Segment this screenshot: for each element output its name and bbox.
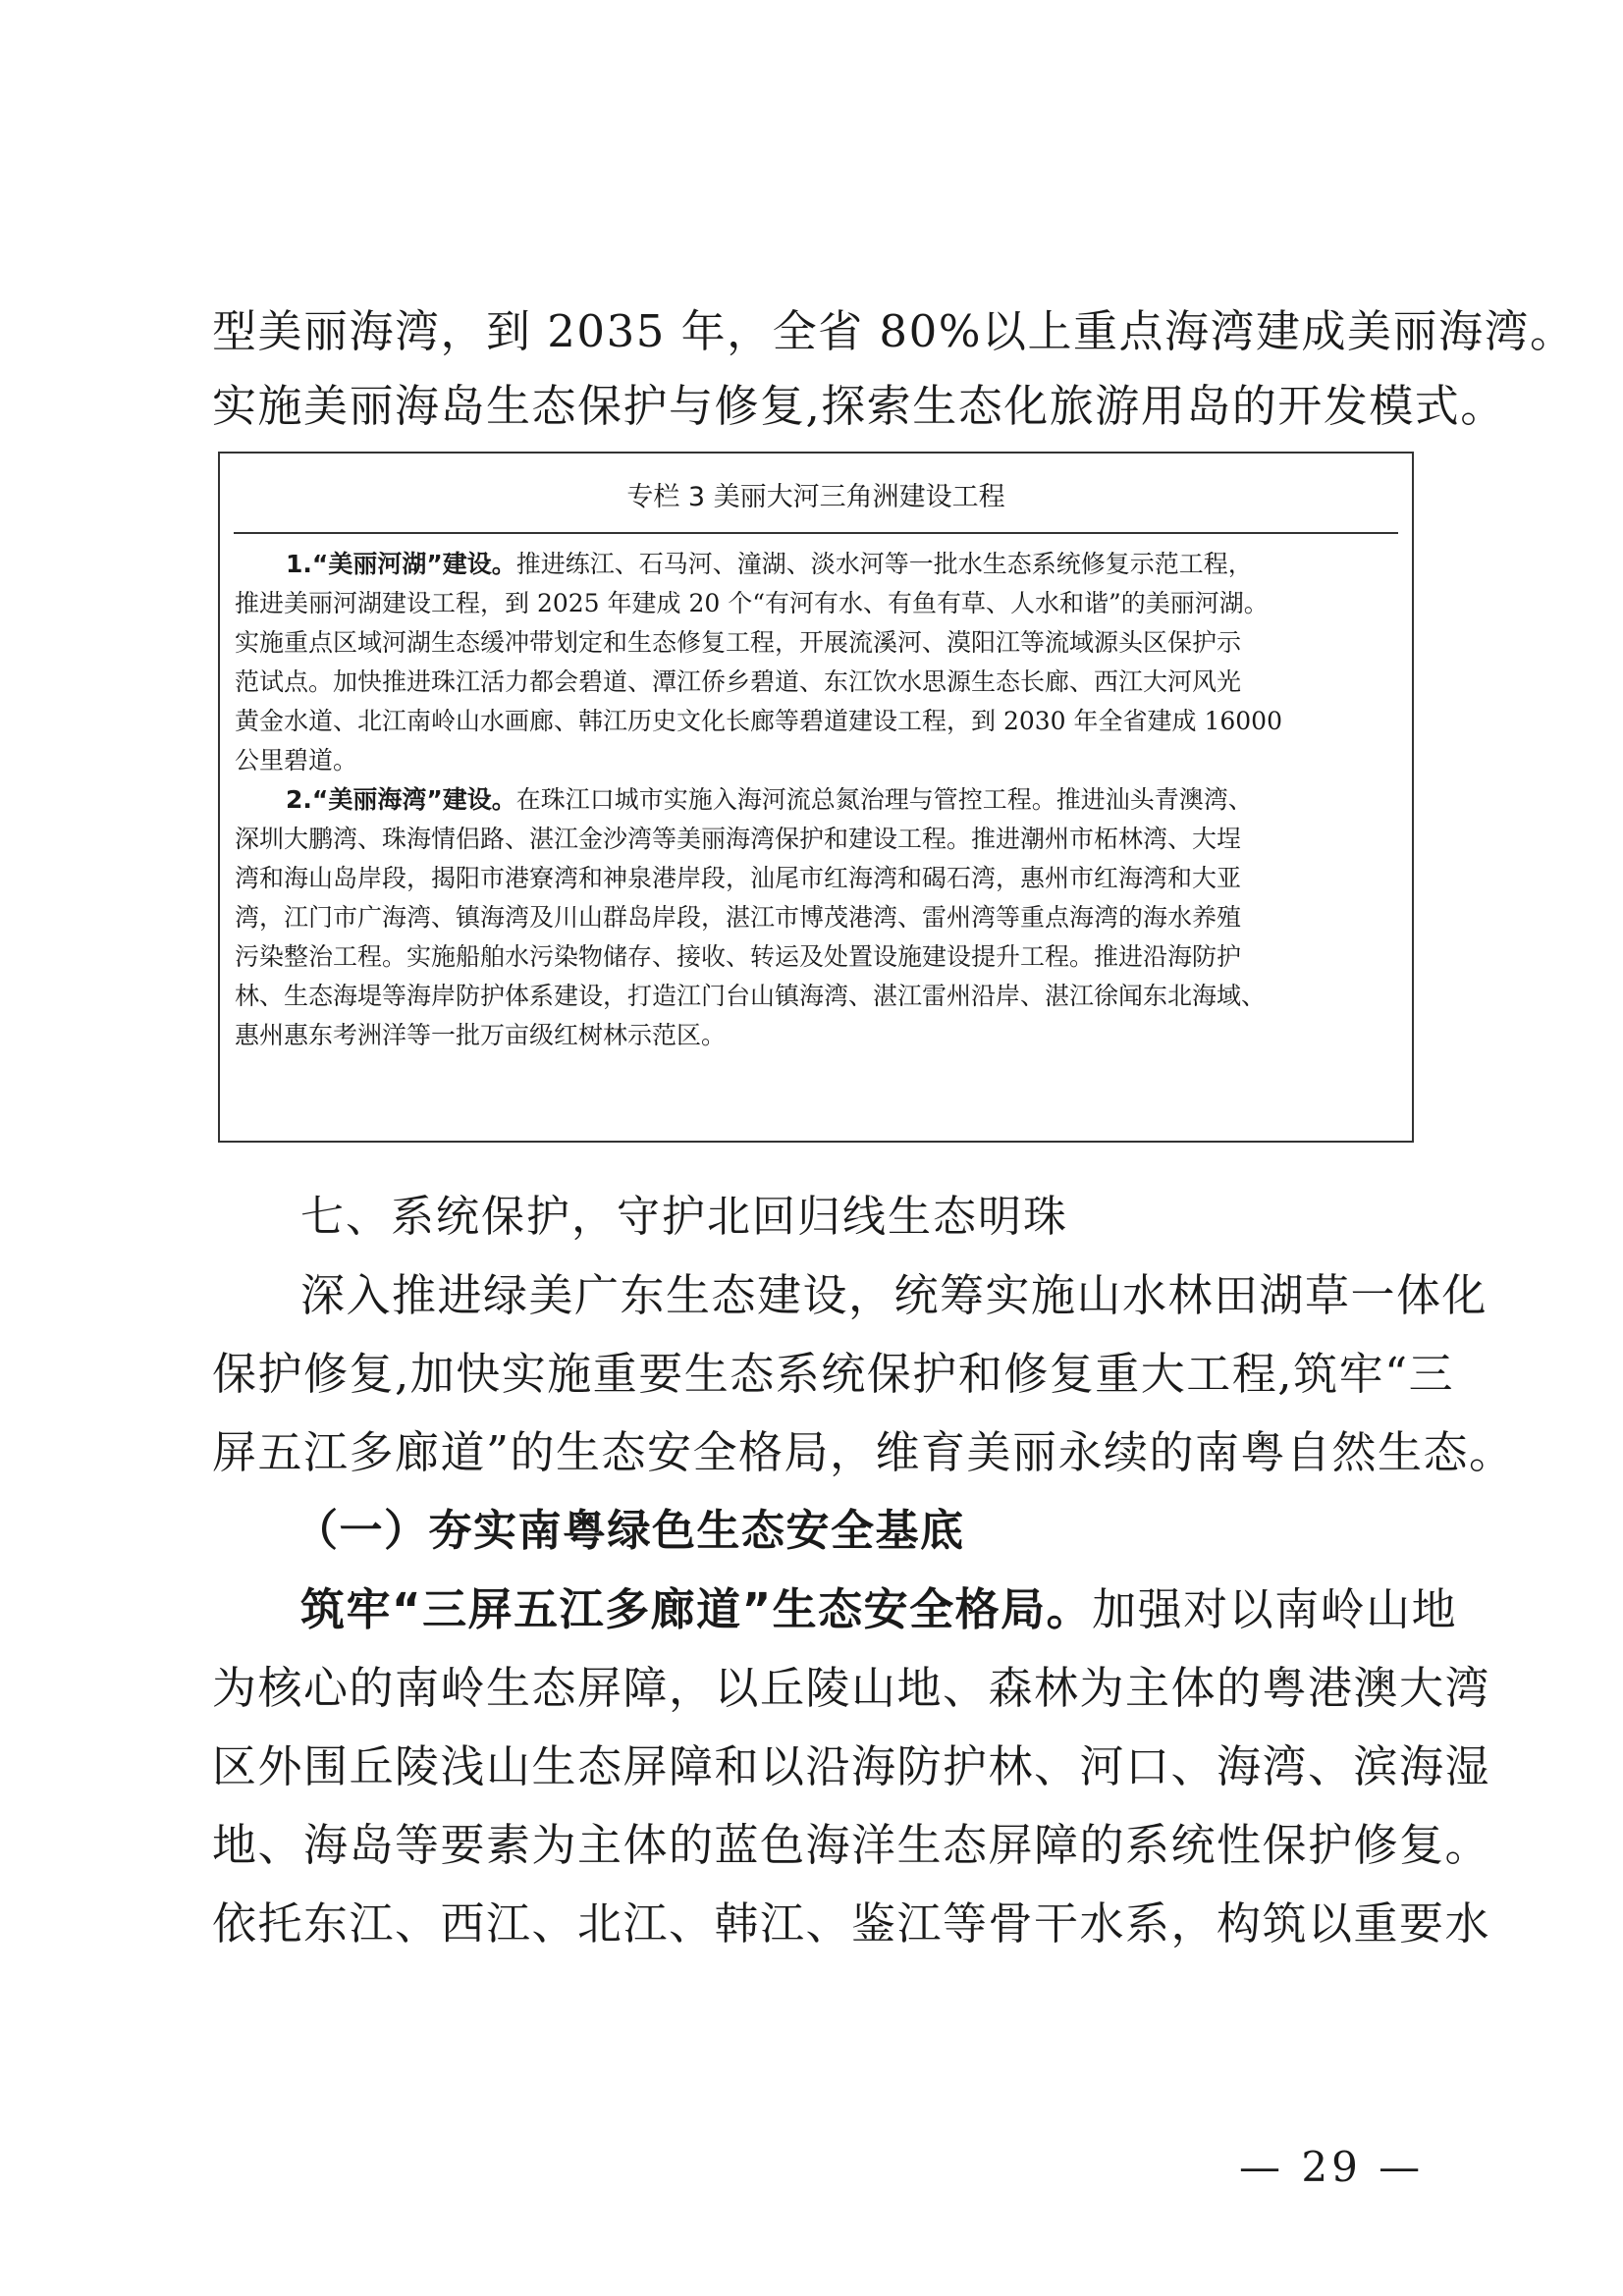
body-line: 地、海岛等要素为主体的蓝色海洋生态屏障的系统性保护修复。 bbox=[212, 1819, 1491, 1871]
body-line: 型美丽海湾，到 2035 年，全省 80%以上重点海湾建成美丽海湾。 bbox=[212, 305, 1576, 357]
body-line bbox=[212, 1580, 1458, 1639]
box-line: 黄金水道、北江南岭山水画廊、韩江历史文化长廊等碧道建设工程，到 2030 年全省建成 16000 bbox=[235, 707, 1282, 735]
box-line: 公里碧道。 bbox=[235, 746, 358, 774]
box-line: 污染整治工程。实施船舶水污染物储存、接收、转运及处置设施建设提升工程。推进沿海防护 bbox=[235, 942, 1242, 971]
page-number: — 29 — bbox=[1239, 2143, 1425, 2191]
box-item-2-title: 2.“美丽海湾”建设。 bbox=[286, 785, 516, 814]
box-line: 惠州惠东考洲洋等一批万亩级红树林示范区。 bbox=[235, 1021, 727, 1049]
para-lead-text: 加强对以南岭山地 bbox=[1092, 1583, 1458, 1635]
box-line: 推进美丽河湖建设工程，到 2025 年建成 20 个“有河有水、有鱼有草、人水和谐”的美丽河湖。 bbox=[235, 589, 1269, 617]
body-line: 实施美丽海岛生态保护与修复,探索生态化旅游用岛的开发模式。 bbox=[212, 380, 1506, 432]
body-line: 为核心的南岭生态屏障，以丘陵山地、森林为主体的粤港澳大湾 bbox=[212, 1662, 1491, 1714]
feature-box-title: 专栏 3 美丽大河三角洲建设工程 bbox=[626, 482, 1005, 512]
box-item-2-first-line bbox=[235, 780, 1398, 820]
box-item-1-text: 推进练江、石马河、潼湖、淡水河等一批水生态系统修复示范工程， bbox=[515, 550, 1253, 578]
box-item-2-text: 在珠江口城市实施入海河流总氮治理与管控工程。推进汕头青澳湾、 bbox=[515, 785, 1253, 814]
body-line: 保护修复,加快实施重要生态系统保护和修复重大工程,筑牢“三 bbox=[212, 1348, 1455, 1400]
section-heading: 七、系统保护，守护北回归线生态明珠 bbox=[300, 1192, 1068, 1242]
box-line: 林、生态海堤等海岸防护体系建设，打造江门台山镇海湾、湛江雷州沿岸、湛江徐闻东北海域、 bbox=[235, 982, 1267, 1010]
body-line: 区外围丘陵浅山生态屏障和以沿海防护林、河口、海湾、滨海湿 bbox=[212, 1740, 1491, 1792]
box-line: 范试点。加快推进珠江活力都会碧道、潭江侨乡碧道、东江饮水思源生态长廊、西江大河风光 bbox=[235, 667, 1242, 696]
body-line: 深入推进绿美广东生态建设，统筹实施山水林田湖草一体化 bbox=[300, 1269, 1488, 1321]
feature-box bbox=[218, 452, 1414, 1143]
body-line: 依托东江、西江、北江、韩江、鉴江等骨干水系，构筑以重要水 bbox=[212, 1897, 1491, 1949]
body-line: 屏五江多廊道”的生态安全格局，维育美丽永续的南粤自然生态。 bbox=[212, 1426, 1515, 1478]
box-item-1-title: 1.“美丽河湖”建设。 bbox=[286, 550, 516, 578]
subsection-heading: （一）夯实南粤绿色生态安全基底 bbox=[295, 1506, 965, 1556]
para-lead-bold: 筑牢“三屏五江多廊道”生态安全格局。 bbox=[300, 1583, 1093, 1635]
box-item-1-first-line bbox=[235, 545, 1398, 584]
feature-box-rule bbox=[234, 532, 1398, 534]
box-line: 湾，江门市广海湾、镇海湾及川山群岛岸段，湛江市博茂港湾、雷州湾等重点海湾的海水养殖 bbox=[235, 903, 1242, 932]
box-line: 实施重点区域河湖生态缓冲带划定和生态修复工程，开展流溪河、漠阳江等流域源头区保护示 bbox=[235, 628, 1242, 657]
box-line: 深圳大鹏湾、珠海情侣路、湛江金沙湾等美丽海湾保护和建设工程。推进潮州市柘林湾、大埕 bbox=[235, 825, 1242, 853]
box-line: 湾和海山岛岸段，揭阳市港寮湾和神泉港岸段，汕尾市红海湾和碣石湾，惠州市红海湾和大亚 bbox=[235, 864, 1242, 892]
